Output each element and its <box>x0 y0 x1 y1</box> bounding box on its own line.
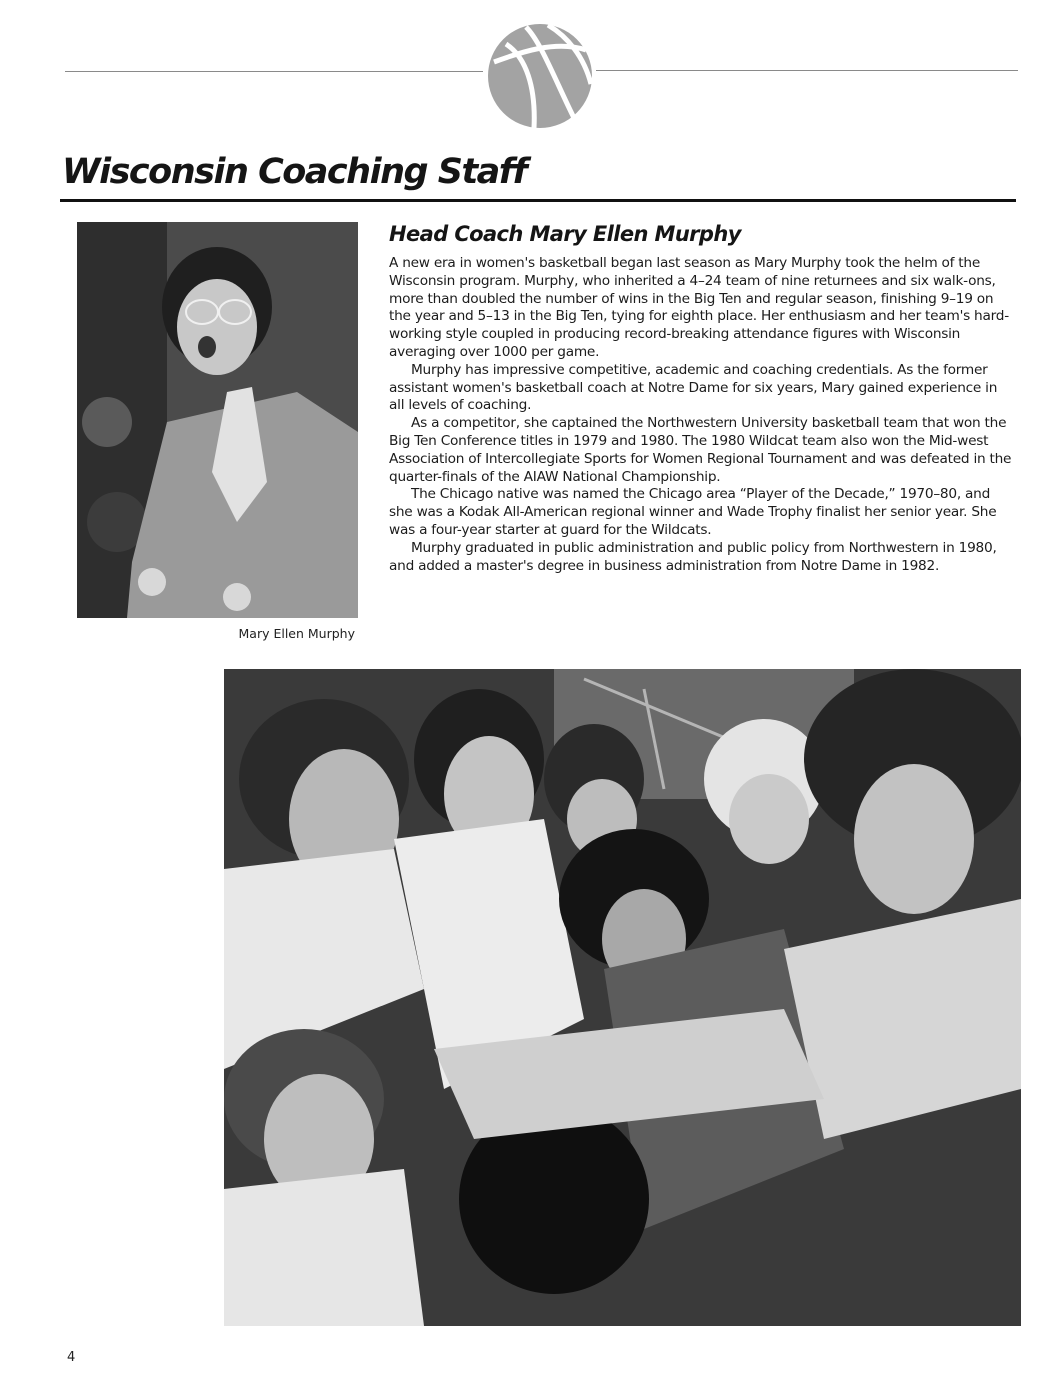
article-paragraph: A new era in women's basketball began last season as Mary Murphy took the helm of the Wisconsin program. Murphy, who inherited a 4–24 team of nine returnees and six walk-ons, more than doubled the number of wins in the Big Ten and regular season, finishing 9–19 on the year and 5–13 in the Big Ten, tying for eighth place. Her enthusiasm and her team's hard-working style coupled in producing record-breaking attendance figures with Wisconsin averaging over 1000 per game. <box>389 255 1009 360</box>
article-heading: Head Coach Mary Ellen Murphy <box>389 222 741 246</box>
coach-photo <box>77 222 358 618</box>
article-paragraph: Murphy graduated in public administration and public policy from Northwestern in 1980, and added a master's degree in business administration from Notre Dame in 1982. <box>389 539 997 574</box>
article-paragraph: The Chicago native was named the Chicago area “Player of the Decade,” 1970–80, and she was a Kodak All-American regional winner and Wade Trophy finalist her senior year. She was a four-year starter at guard for the Wildcats. <box>389 486 997 538</box>
page-number: 4 <box>67 1350 76 1365</box>
title-rule <box>60 199 1016 202</box>
section-title: Wisconsin Coaching Staff <box>62 152 527 192</box>
article-paragraph: Murphy has impressive competitive, academic and coaching credentials. As the former assistant women's basketball coach at Notre Dame for six years, Mary gained experience in all levels of coaching. <box>389 361 998 414</box>
team-huddle-photo <box>224 669 1021 1326</box>
article-paragraph: As a competitor, she captained the Northwestern University basketball team that won the Big Ten Conference titles in 1979 and 1980. The 1980 Wildcat team also won the Mid-west Association of Intercollegiate Sports for Women Regional Tournament and was defeated in the quarter-finals of the AIAW National Championship. <box>389 415 1012 485</box>
header-rule-right <box>596 70 1018 71</box>
header-rule-left <box>65 71 483 72</box>
basketball-icon <box>486 22 594 130</box>
photo-caption: Mary Ellen Murphy <box>238 626 355 641</box>
article-body <box>389 255 1013 575</box>
